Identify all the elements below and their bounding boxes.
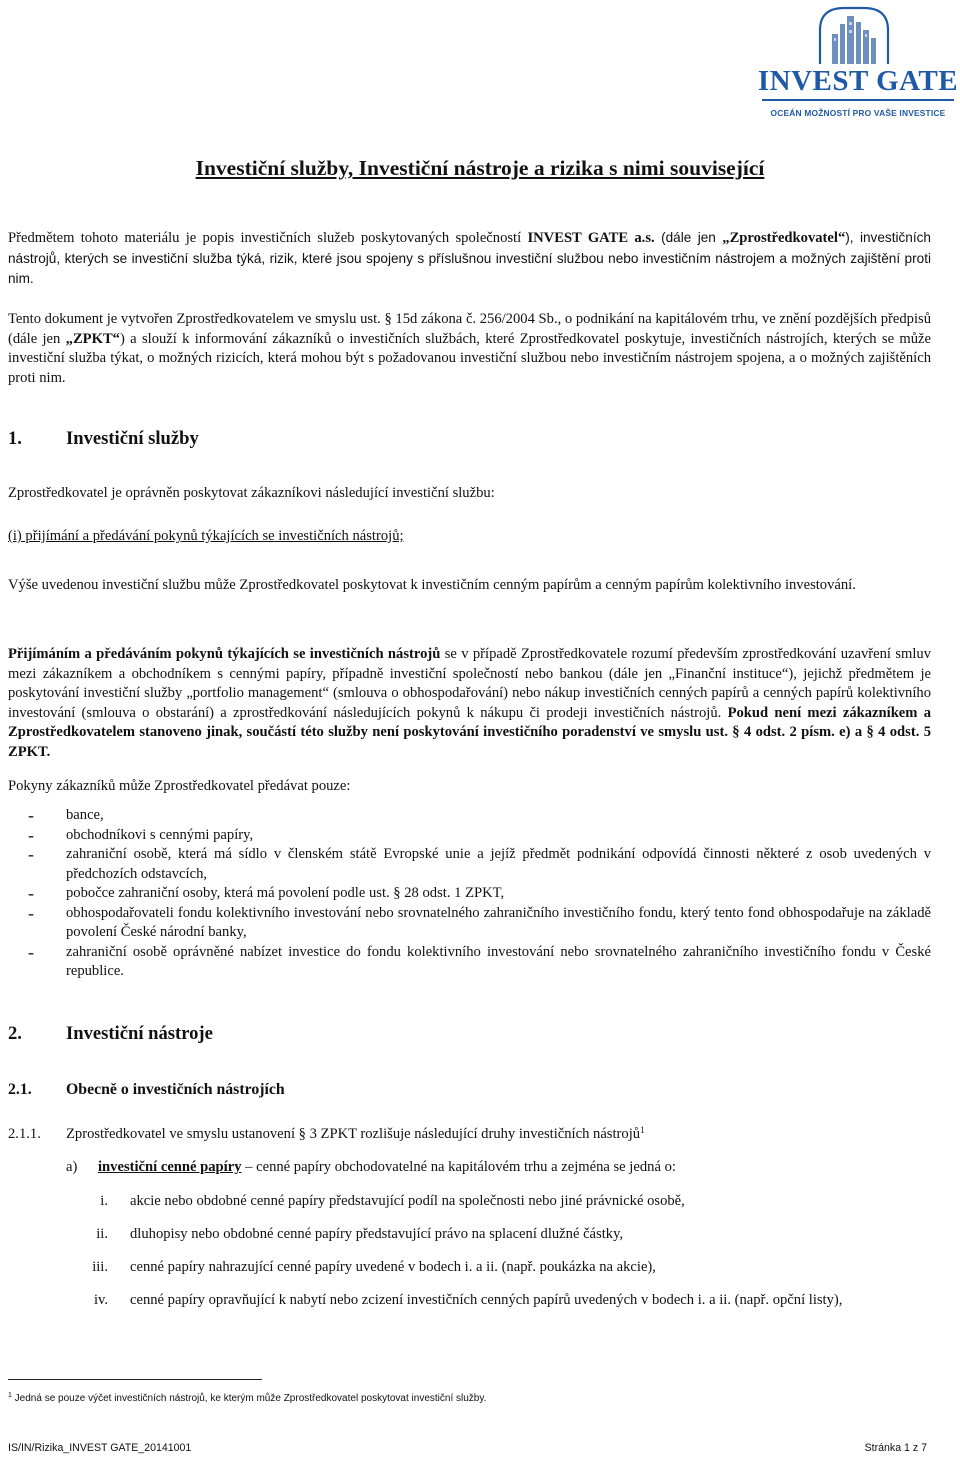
logo-tagline: OCEÁN MOŽNOSTÍ PRO VAŠE INVESTICE [770,108,946,118]
invest-gate-logo [752,4,960,126]
order-recipients-list [28,806,931,982]
list-item: - zahraniční osobě, která má sídlo v členském státě Evropské unie a jejíž předmět podnikání odpovídá činnosti některé z osob uvedených v předchozích odstavcích, [28,844,931,882]
document-page: INVEST GATE OCEÁN MOŽNOSTÍ PRO VAŠE INVESTICE Investiční služby, Investiční nástroje a rizika s nimi související Předmětem tohoto materiálu je popis investičních služeb poskytovaných společností INVEST GATE a.s. (dále jen „Zprostředkovatel“), investičních nástrojů, kterých se investiční služba týká, rizik, které jsou spojeny s příslušnou investiční službou nebo investičním nástrojem a možných zajištění proti nim. Tento dokument je vytvořen Zprostředkovatelem ve smyslu ust. § 15d zákona č. 256/2004 Sb., o podnikání na kapitálovém trhu, ve znění pozdějších předpisů (dále jen „ZPKT“) a slouží k informování zákazníků o investičních službách, které Zprostředkovatel poskytuje, investičních nástrojích, kterých se může investiční služba týkat, o možných rizicích, která mohou být s požadovanou investiční službou nebo investičním nástrojem spojena, a o možných zajištěních proti nim. 1. Investiční služby Zprostředkovatel je oprávněn poskytovat zákazníkovi následující investiční službu: (i) přijímání a předávání pokynů týkajících se investičních nástrojů; Výše uvedenou investiční službu může Zprostředkovatel poskytovat k investičním cenným papírům a cenným papírům kolektivního investování. Přijímáním a předáváním pokynů týkajících se investičních nástrojů se v případě Zprostředkovatele rozumí především zprostředkování uzavření smluv mezi zákazníkem a obchodníkem s cennými papíry, případně investiční společností nebo bankou (dále jen „Finanční instituce“), jejichž předmětem je poskytování investiční služby „portfolio management“ (smlouva o obhospodařování) nebo nákup investičních cenných papírů a cenných papírů kolektivního investování (smlouva o obstarání) a zprostředkování následujících pokynů k nákupu či prodeji investičních nástrojů. Pokud není mezi zákazníkem a Zprostředkovatelem stanoveno jinak, součástí této služby není poskytování investičního poradenství ve smyslu ust. § 4 odst. 2 písm. e) a § 4 odst. 5 ZPKT. Pokyny zákazníků může Zprostředkovatel předávat pouze: - bance, - obchodníkovi s cennými papíry, - zahraniční osobě, která má sídlo v členském státě Evropské unie a jejíž předmět podnikání odpovídá činnosti některé z osob uvedených v předchozích odstavcích, - pobočce zahraniční osoby, která má povolení podle ust. § 28 odst. 1 ZPKT, - obhospodařovateli fondu kolektivního investování nebo srovnatelného zahraničního investičního fondu, který tento fond obhospodařuje na základě povolení České národní banky, - zahraniční osobě oprávněné nabízet investice do fondu kolektivního investování nebo srovnatelného zahraničního investičního fondu v České republice. 2. Investiční nástroje 2.1. Obecně o investičních nástrojích 2.1.1. Zprostředkovatel ve smyslu ustanovení § 3 ZPKT rozlišuje následující druhy investičních nástrojů$^1$ a) investiční cenné papíry – cenné papíry obchodovatelné na kapitálovém trhu a zejména se jedná o: i. akcie nebo obdobné cenné papíry představující podíl na společnosti nebo jiné právnické osobě, ii. dluhopisy nebo obdobné cenné papíry představující právo na splacení dlužné částky, iii. cenné papíry nahrazující cenné papíry uvedené v bodech i. a ii. (např. poukázka na akcie), iv. cenné papíry opravňující k nabytí nebo zcizení investičních cenných papírů uvedených v bodech i. a ii. (např. opční listy), $^1$ Jedná se pouze výčet investičních nástrojů, ke kterým může Zprostředkovatel poskytovat investiční služby. IS/IN/Rizika_INVEST GATE_20141001 Stránka 1 z 7 [0,0,960,1457]
list-item: - obhospodařovateli fondu kolektivního investování nebo srovnatelného zahraničního investičního fondu, který tento fond obhospodařuje na základě povolení České národní banky, [28,902,931,940]
list-item: - obchodníkovi s cennými papíry, [28,824,254,845]
document-id: IS/IN/Rizika_INVEST GATE_20141001 [8,1442,192,1454]
logo-wordmark: INVEST GATE [757,65,959,97]
section-1-paragraph-2: Výše uvedenou investiční službu může Zprostředkovatel poskytovat k investičním cenným papírům a cenným papírům kolektivního investování. [8,577,856,593]
list-item: - zahraniční osobě oprávněné nabízet investice do fondu kolektivního investování nebo srovnatelného zahraničního investičního fondu v České republice. [28,941,931,979]
intro-paragraph-1: Předmětem tohoto materiálu je popis investičních služeb poskytovaných společností INVEST GATE a.s. (dále jen „Zprostředkovatel“), investičních nástrojů, kterých se investiční služba týká, rizik, které jsou spojeny s příslušnou investiční službou nebo investičním nástrojem a možných zajištění proti nim. [8,230,931,286]
footnote-ref: 1 [640,1125,645,1135]
logo-gate-icon [810,4,902,66]
section-1-paragraph-3: Přijímáním a předáváním pokynů týkajících se investičních nástrojů se v případě Zprostředkovatele rozumí především zprostředkování uzavření smluv mezi zákazníkem a obchodníkem s cennými papíry, případně investiční společností nebo bankou (dále jen „Finanční instituce“), jejichž předmětem je poskytování investiční služby „portfolio management“ (smlouva o obhospodařování) nebo nákup investičních cenných papírů a cenných papírů kolektivního investování (smlouva o obstarání) a zprostředkování následujících pokynů k nákupu či prodeji investičních nástrojů. Pokud není mezi zákazníkem a Zprostředkovatelem stanoveno jinak, součástí této služby není poskytování investičního poradenství ve smyslu ust. § 4 odst. 2 písm. e) a § 4 odst. 5 ZPKT. [8,646,932,760]
document-title: Investiční služby, Investiční nástroje a rizika s nimi související [195,156,765,180]
section-1-paragraph-4: Pokyny zákazníků může Zprostředkovatel předávat pouze: [8,778,351,794]
section-1-intro: Zprostředkovatel je oprávněn poskytovat zákazníkovi následující investiční službu: [8,485,495,501]
intro-paragraph-2: Tento dokument je vytvořen Zprostředkovatelem ve smyslu ust. § 15d zákona č. 256/2004 Sb., o podnikání na kapitálovém trhu, ve znění pozdějších předpisů (dále jen „ZPKT“) a slouží k informování zákazníků o investičních službách, které Zprostředkovatel poskytuje, investičních nástrojích, kterých se může investiční služba týkat, o možných rizicích, která mohou být s požadovanou investiční službou nebo investičním nástrojem spojena, a o možných zajištěních proti nim. [8,311,932,386]
list-item: - bance, [28,805,104,825]
footnote-divider [8,1379,262,1380]
logo-divider [762,99,954,101]
investment-service-item: (i) přijímání a předávání pokynů týkajících se investičních nástrojů; [8,528,404,544]
footnote: $^1$ Jedná se pouze výčet investičních nástrojů, ke kterým může Zprostředkovatel poskytovat investiční služby. [8,1392,487,1404]
list-item: - pobočce zahraniční osoby, která má povolení podle ust. § 28 odst. 1 ZPKT, [28,883,505,903]
page-number: Stránka 1 z 7 [864,1442,927,1454]
